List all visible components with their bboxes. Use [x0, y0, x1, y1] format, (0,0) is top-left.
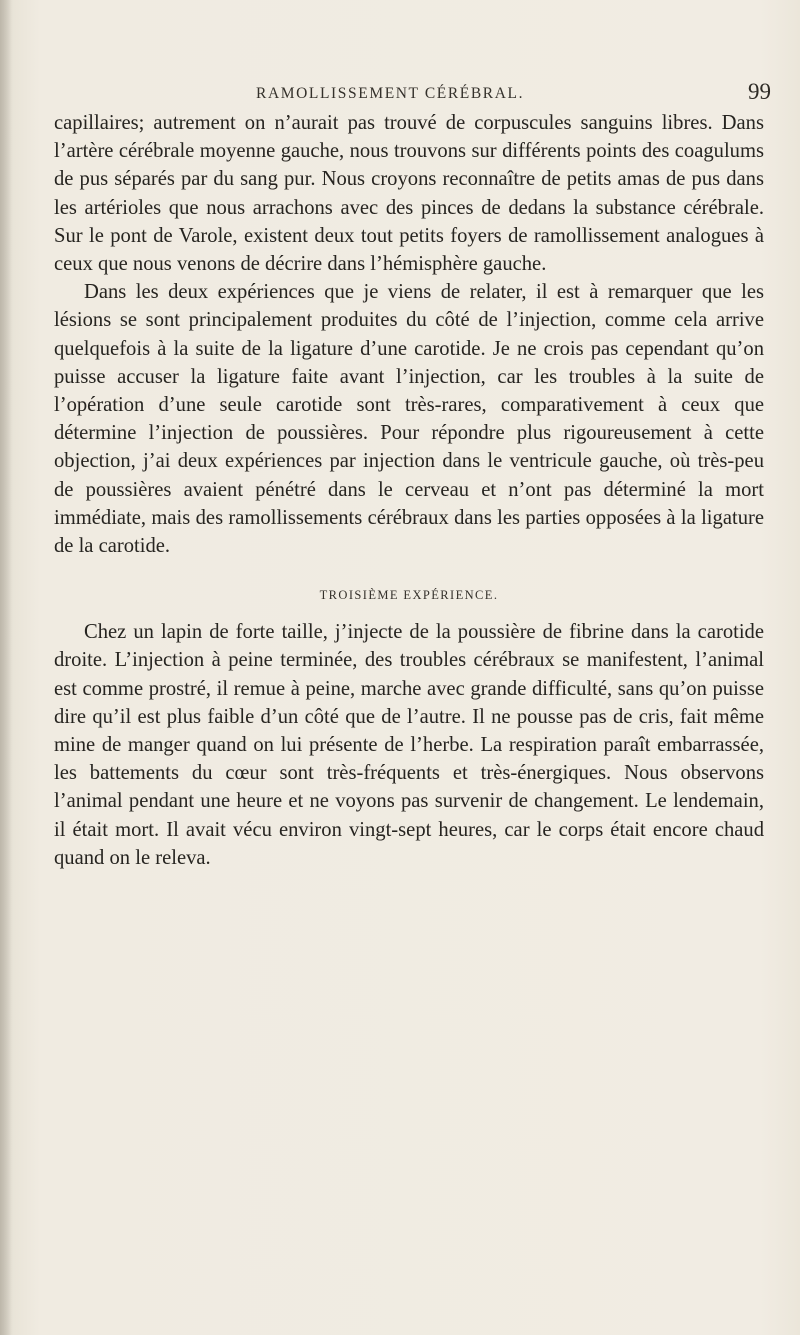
- page-number: 99: [748, 79, 771, 104]
- page-gutter-shadow: [0, 0, 12, 1335]
- running-title: RAMOLLISSEMENT CÉRÉBRAL.: [256, 85, 525, 102]
- paragraph-continuation: capillaires; autrement on n’aurait pas trouvé de corpuscules sanguins libres. Dans l’artère cérébrale moyenne gauche, nous trouvons sur différents points des coagulums de pus séparés par du sang pur. Nous croyons reconnaître de petits amas de pus dans les artérioles que nous arrachons avec des pinces de dedans la substance cérébrale. Sur le pont de Varole, existent deux tout petits foyers de ramollissement analogues à ceux que nous venons de décrire dans l’hémisphère gauche.: [54, 112, 764, 276]
- paragraph-experiment: Chez un lapin de forte taille, j’injecte de la poussière de fibrine dans la carotide droite. L’injection à peine terminée, des troubles cérébraux se manifestent, l’animal est comme prostré, il remue à peine, marche avec grande difficulté, sans qu’on puisse dire qu’il est plus faible d’un côté que de l’autre. Il ne pousse pas de cris, fait même mine de manger quand on lui présente de l’herbe. La respiration paraît embarrassée, les battements du cœur sont très-fréquents et très-énergiques. Nous observons l’animal pendant une heure et ne voyons pas survenir de changement. Le lendemain, il était mort. Il avait vécu environ vingt-sept heures, car le corps était encore chaud quand on le releva.: [54, 621, 764, 869]
- paragraph-discussion: Dans les deux expériences que je viens de relater, il est à remarquer que les lésions se sont principalement produites du côté de l’injection, comme cela arrive quelquefois à la suite de la ligature d’une carotide. Je ne crois pas cependant qu’on puisse accuser la ligature faite avant l’injection, car les troubles à la suite de l’opération d’une seule carotide sont très-rares, comparativement à ceux que détermine l’injection de poussières. Pour répondre plus rigoureusement à cette objection, j’ai deux expériences par injection dans le ventricule gauche, où très-peu de poussières avaient pénétré dans le cerveau et n’ont pas déterminé la mort immédiate, mais des ramollissements cérébraux dans les parties opposées à la ligature de la carotide.: [54, 281, 764, 558]
- body-text: [54, 109, 764, 872]
- running-header: [0, 79, 800, 109]
- section-heading: TROISIÈME EXPÉRIENCE.: [319, 588, 499, 603]
